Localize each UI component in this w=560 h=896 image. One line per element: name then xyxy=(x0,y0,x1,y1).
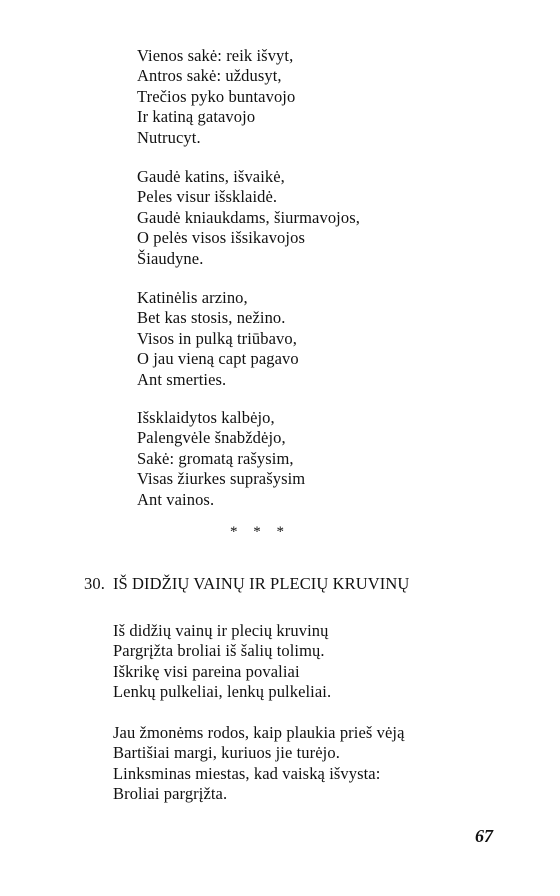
verse-line: Peles visur išsklaidė. xyxy=(137,187,278,207)
stanza-2 xyxy=(137,167,360,269)
verse-line: Vienos sakė: reik išvyt, xyxy=(137,46,294,65)
verse-line: Bet kas stosis, nežino. xyxy=(137,308,286,328)
section-separator: * * * xyxy=(230,524,290,540)
verse-line: Ir katiną gatavojo xyxy=(137,107,256,127)
verse-line: Gaudė kniaukdams, šiurmavojos, xyxy=(137,207,360,227)
poem2-stanza-2 xyxy=(113,723,405,805)
verse-line: Visas žiurkes suprašysim xyxy=(137,469,306,489)
verse-line: O jau vieną capt pagavo xyxy=(137,349,299,369)
verse-line: Broliai pargrįžta. xyxy=(113,784,228,804)
verse-line: Linksminas miestas, kad vaiską išvysta: xyxy=(113,763,381,783)
verse-line: Išsklaidytos kalbėjo, xyxy=(137,408,275,427)
verse-line: Pargrįžta broliai iš šalių tolimų. xyxy=(113,641,325,661)
poem-title: IŠ DIDŽIŲ VAINŲ IR PLECIŲ KRUVINŲ xyxy=(112,574,410,593)
verse-line: Antros sakė: uždusyt, xyxy=(137,66,282,86)
verse-line: Gaudė katins, išvaikė, xyxy=(137,167,285,186)
poem-heading xyxy=(84,574,409,594)
verse-line: Ant vainos. xyxy=(137,489,215,509)
verse-line: Ant smerties. xyxy=(137,369,227,389)
verse-line: Palengvėle šnabždėjo, xyxy=(137,428,286,448)
stanza-1 xyxy=(137,46,295,148)
stanza-3 xyxy=(137,288,299,390)
verse-line: Sakė: gromatą rašysim, xyxy=(137,448,294,468)
verse-line: Visos in pulką triūbavo, xyxy=(137,328,297,348)
verse-line: O pelės visos išsikavojos xyxy=(137,228,305,248)
verse-line: Iš didžių vainų ir plecių kruvinų xyxy=(113,621,329,640)
verse-line: Iškrikę visi pareina povaliai xyxy=(113,661,300,681)
poem-number: 30. xyxy=(84,574,105,593)
verse-line: Bartišiai margi, kuriuos jie turėjo. xyxy=(113,743,340,763)
poem2-stanza-1 xyxy=(113,621,331,703)
verse-line: Nutrucyt. xyxy=(137,127,201,147)
verse-line: Katinėlis arzino, xyxy=(137,288,248,307)
page-number: 67 xyxy=(475,826,493,846)
verse-line: Šiaudyne. xyxy=(137,248,204,268)
verse-line: Trečios pyko buntavojo xyxy=(137,86,296,106)
stanza-4 xyxy=(137,408,305,510)
verse-line: Lenkų pulkeliai, lenkų pulkeliai. xyxy=(113,682,332,702)
verse-line: Jau žmonėms rodos, kaip plaukia prieš vėją xyxy=(113,723,405,742)
